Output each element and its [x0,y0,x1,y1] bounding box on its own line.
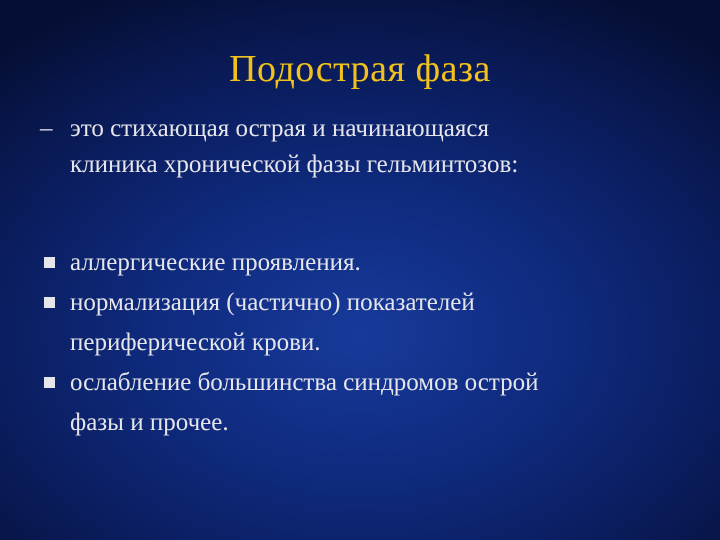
bullet-line: нормализация (частично) показателей [70,289,475,316]
slide-title: Подострая фаза [229,48,491,90]
definition-dash: – [40,115,53,142]
bullet-line: периферической крови. [70,329,321,356]
square-bullet-icon [44,377,55,388]
definition-line-1-text: это стихающая острая и начинающаяся [70,115,489,142]
square-bullet-icon [44,297,55,308]
bullet-line: аллергические проявления. [70,249,361,276]
bullet-line: ослабление большинства синдромов острой [70,369,539,396]
square-bullet-icon [44,257,55,268]
bullet-item [44,283,704,363]
bullet-line: фазы и прочее. [70,409,229,436]
bullet-item [44,363,704,443]
definition-line-1 [40,111,700,147]
definition-text [40,111,700,183]
definition-line-2: клиника хронической фазы гельминтозов: [70,151,519,178]
bullet-list [44,243,704,443]
bullet-item [44,243,704,283]
